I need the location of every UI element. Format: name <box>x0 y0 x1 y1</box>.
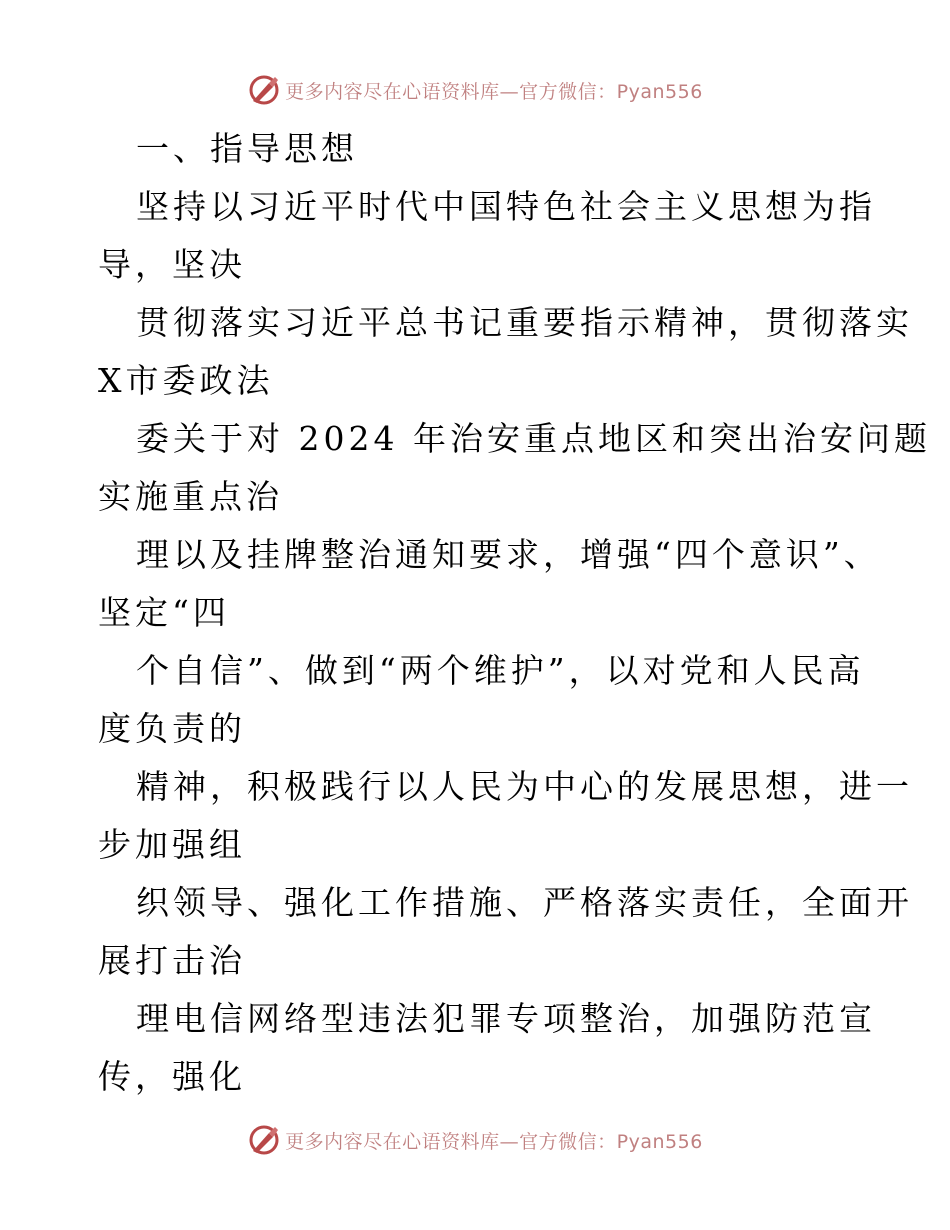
document-body <box>98 120 931 1106</box>
text-line: 坚持以习近平时代中国特色社会主义思想为指 <box>136 187 876 226</box>
watermark-text: 更多内容尽在心语资料库—官方微信：Pyan556 <box>285 1130 703 1153</box>
text-line: 坚定“四 <box>98 593 230 632</box>
text-line: 导，坚决 <box>98 245 246 284</box>
text-line: 个自信”、做到“两个维护”，以对党和人民高 <box>136 651 865 690</box>
text-line: 理以及挂牌整治通知要求，增强“四个意识”、 <box>136 535 881 574</box>
text-line: 一、指导思想 <box>136 129 358 168</box>
watermark-account: Pyan556 <box>616 80 703 103</box>
text-line: 理电信网络型违法犯罪专项整治，加强防范宣 <box>136 999 876 1038</box>
watermark-account: Pyan556 <box>616 1130 703 1153</box>
text-line: 传，强化 <box>98 1057 246 1096</box>
text-line: X市委政法 <box>98 361 274 400</box>
text-line: 步加强组 <box>98 825 246 864</box>
text-line: 展打击治 <box>98 941 246 980</box>
pen-logo-icon <box>247 73 281 107</box>
text-line: 织领导、强化工作措施、严格落实责任，全面开 <box>136 883 913 922</box>
footer-watermark <box>0 1120 950 1160</box>
text-line: 精神，积极践行以人民为中心的发展思想，进一 <box>136 767 913 806</box>
watermark-text: 更多内容尽在心语资料库—官方微信：Pyan556 <box>285 80 703 103</box>
pen-logo-icon <box>247 1123 281 1157</box>
header-watermark <box>0 70 950 110</box>
text-line: 度负责的 <box>98 709 246 748</box>
text-line: 贯彻落实习近平总书记重要指示精神，贯彻落实 <box>136 303 913 342</box>
text-line: 实施重点治 <box>98 477 283 516</box>
text-line: 委关于对 2024 年治安重点地区和突出治安问题 <box>136 419 931 458</box>
